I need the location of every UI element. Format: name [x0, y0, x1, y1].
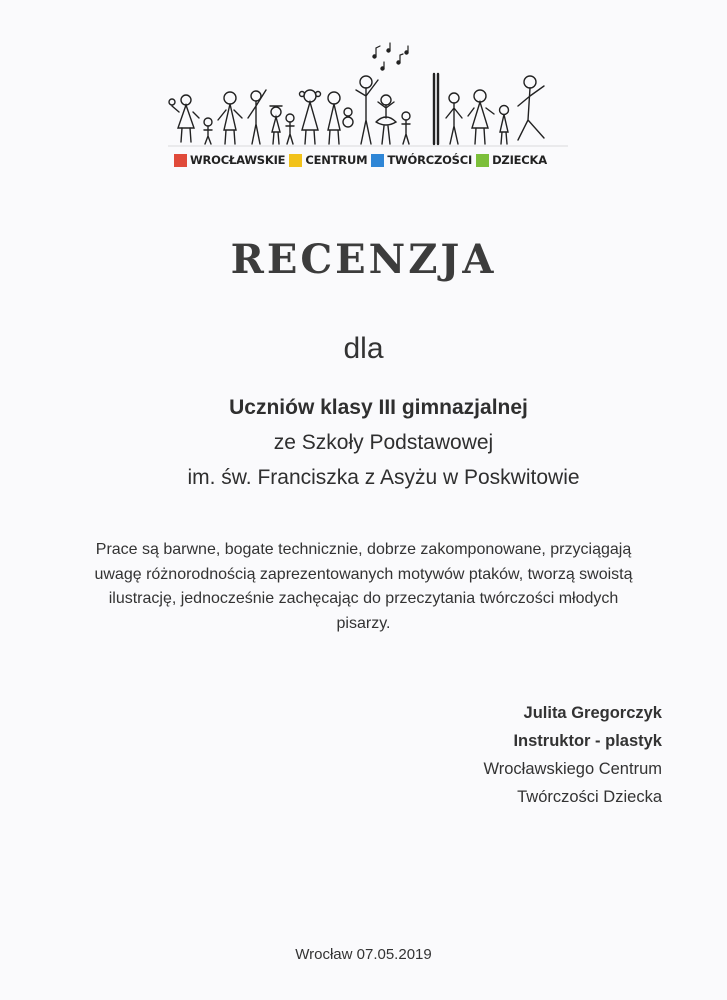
recipient-line-1: Uczniów klasy III gimnazjalnej — [229, 396, 528, 419]
blue-square-icon — [371, 154, 384, 167]
document-title: RECENZJA — [230, 236, 497, 283]
red-square-icon — [174, 154, 187, 167]
logo-word-1 — [174, 153, 285, 167]
recipient-line-2: ze Szkoły Podstawowej — [273, 431, 494, 454]
recipient-line-3: im. św. Franciszka z Asyżu w Poskwitowie — [187, 466, 580, 489]
logo-word-label: TWÓRCZOŚCI — [387, 153, 473, 167]
signer-role: Instruktor - plastyk — [513, 732, 662, 750]
logo-word-label: DZIECKA — [492, 153, 547, 167]
logo-word-label: WROCŁAWSKIE — [190, 153, 286, 167]
logo-word-2 — [289, 153, 367, 167]
recipient-block — [0, 390, 727, 495]
wctd-logo — [168, 40, 568, 175]
signer-org-line-1: Wrocławskiego Centrum — [483, 760, 662, 778]
logo-word-4 — [476, 153, 547, 167]
logo-word-label: CENTRUM — [305, 153, 368, 167]
logo-wordmark — [174, 150, 551, 170]
green-square-icon — [476, 154, 489, 167]
signer-name: Julita Gregorczyk — [523, 704, 662, 722]
signer-org-line-2: Twórczości Dziecka — [517, 788, 662, 806]
for-label: dla — [343, 332, 384, 365]
yellow-square-icon — [289, 154, 302, 167]
review-body: Prace są barwne, bogate technicznie, dobrze zakomponowane, przyciągają uwagę różnorodnością zaprezentowanych motywów ptaków, tworzą swoistą ilustrację, jednocześnie zachęcając do przeczytania twórczości młodych pisarzy. — [94, 541, 633, 632]
children-figures-drawing — [168, 40, 568, 148]
signature-block — [483, 699, 662, 811]
logo-word-3 — [371, 153, 472, 167]
place-and-date: Wrocław 07.05.2019 — [295, 946, 432, 963]
